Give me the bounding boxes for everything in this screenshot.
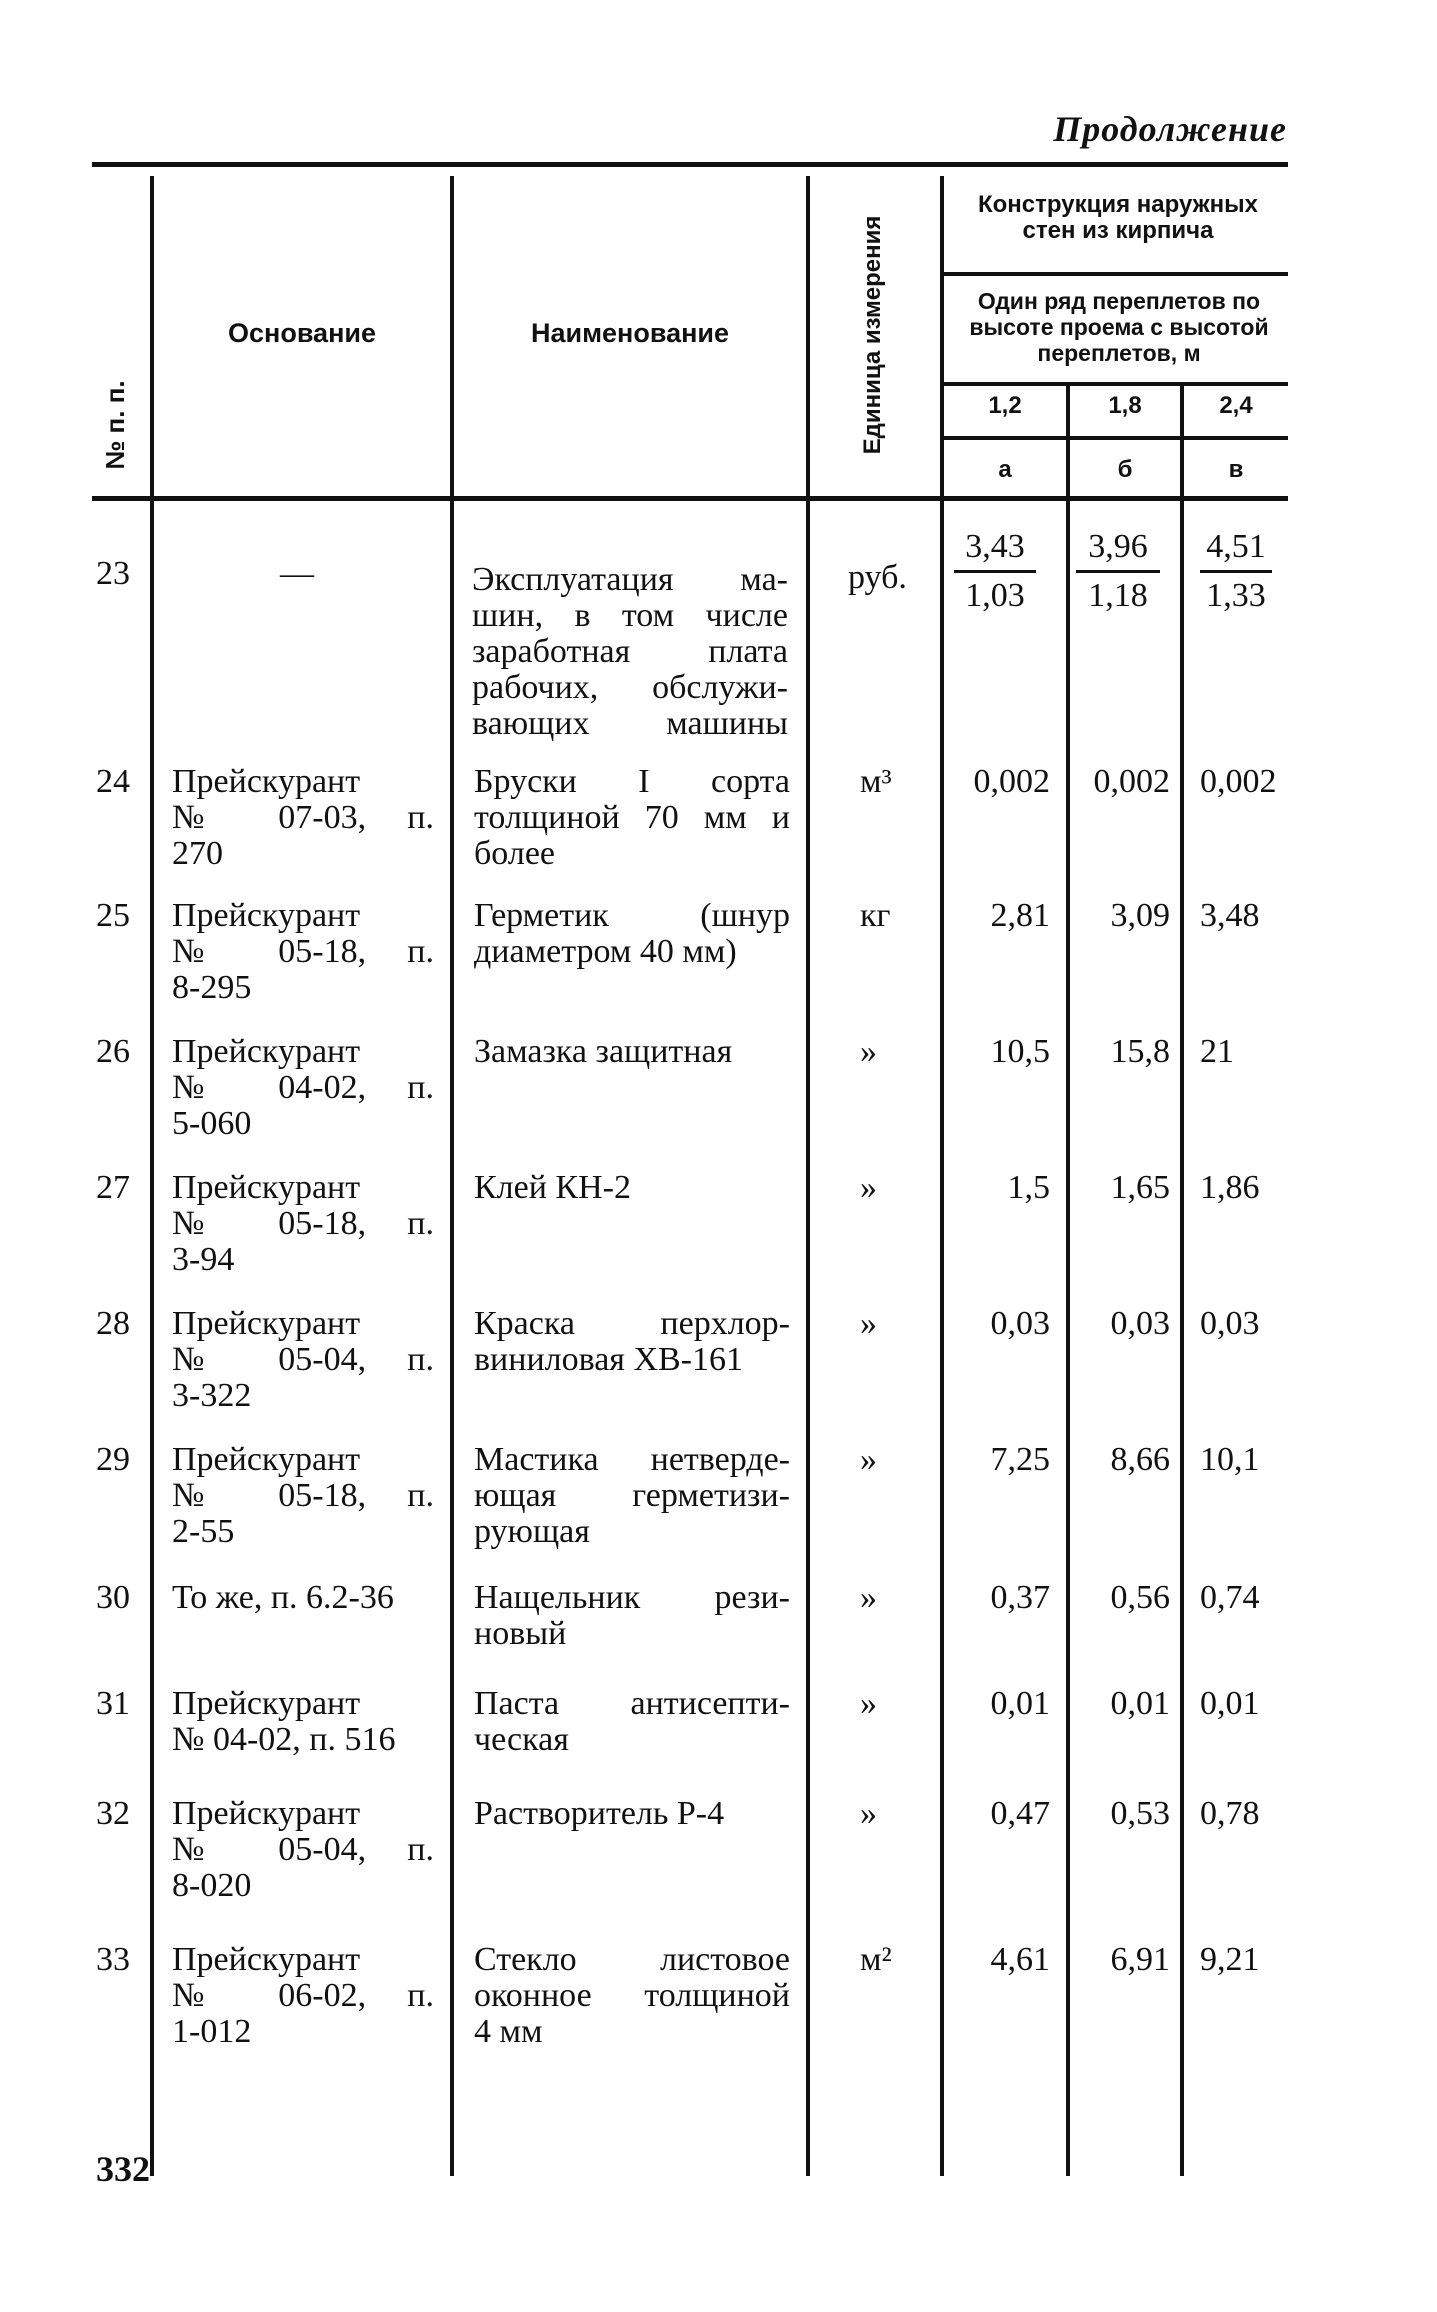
value-a: 1,5	[1007, 1169, 1050, 1206]
value-b: 1,65	[1110, 1169, 1170, 1206]
top-rule	[92, 162, 1288, 167]
row-unit: »	[860, 1033, 877, 1070]
row-number: 23	[96, 555, 130, 592]
header-name: Наименование	[530, 317, 730, 348]
value-b: 0,002	[1093, 763, 1170, 800]
row-name: Клей КН-2	[474, 1169, 631, 1206]
row-unit: кг	[860, 897, 891, 934]
row-unit: »	[860, 1441, 877, 1478]
header-sash-group: Один ряд переплетов по высоте проема с высотой переплетов, м	[969, 288, 1269, 366]
value-b: 0,56	[1110, 1579, 1170, 1616]
row-number: 30	[96, 1579, 130, 1616]
row-name: Растворитель Р-4	[474, 1795, 725, 1832]
value-fraction-a: 3,43 1,03	[950, 528, 1040, 615]
value-b: 3,09	[1110, 897, 1170, 934]
row-number: 24	[96, 763, 130, 800]
row-name: Стекло листовое оконное толщиной 4 мм	[474, 1941, 790, 2050]
row-basis: Прейскурант № 04-02, п. 5-060	[172, 1033, 434, 1142]
row-name: Бруски I сорта толщиной 70 мм и более	[474, 763, 790, 872]
group-rule	[944, 272, 1288, 276]
page-number: 332	[96, 2149, 150, 2189]
row-basis: Прейскурант № 05-18, п. 8-295	[172, 897, 434, 1006]
value-c: 10,1	[1200, 1441, 1260, 1478]
header-letter-c: в	[1228, 456, 1244, 483]
col-divider-6	[1180, 386, 1184, 2176]
row-number: 28	[96, 1305, 130, 1342]
row-number: 31	[96, 1685, 130, 1722]
row-unit: »	[860, 1579, 877, 1616]
header-basis: Основание	[228, 317, 376, 348]
row-basis: Прейскурант № 05-04, п. 3-322	[172, 1305, 434, 1414]
row-basis: Прейскурант № 05-04, п. 8-020	[172, 1795, 434, 1904]
continuation-label: Продолжение	[1053, 109, 1287, 149]
value-c: 0,01	[1200, 1685, 1260, 1722]
value-a: 0,002	[973, 763, 1050, 800]
row-basis: —	[280, 555, 314, 592]
value-b: 0,53	[1110, 1795, 1170, 1832]
row-unit: »	[860, 1305, 877, 1342]
row-basis: То же, п. 6.2-36	[172, 1579, 394, 1616]
value-a: 7,25	[990, 1441, 1050, 1478]
row-unit: м³	[860, 763, 892, 800]
header-height-a: 1,2	[988, 392, 1022, 419]
subgroup-rule	[944, 382, 1288, 386]
row-name: Мастика нетверде- ющая герметизи- рующая	[474, 1441, 790, 1550]
value-a: 10,5	[990, 1033, 1050, 1070]
header-letter-a: а	[998, 456, 1012, 483]
row-name: Замазка защитная	[474, 1033, 733, 1070]
row-number: 33	[96, 1941, 130, 1978]
heights-rule	[944, 436, 1288, 440]
col-divider-5	[1066, 386, 1070, 2176]
row-basis: Прейскурант № 06-02, п. 1-012	[172, 1941, 434, 2050]
value-b: 15,8	[1110, 1033, 1170, 1070]
col-divider-3	[806, 176, 810, 2176]
value-c: 0,002	[1200, 763, 1277, 800]
value-c: 0,78	[1200, 1795, 1260, 1832]
value-c: 1,86	[1200, 1169, 1260, 1206]
header-height-c: 2,4	[1219, 392, 1253, 419]
row-basis: Прейскурант № 05-18, п. 2-55	[172, 1441, 434, 1550]
header-construction-group: Конструкция наружных стен из кирпича	[978, 191, 1258, 244]
value-b: 8,66	[1110, 1441, 1170, 1478]
value-b: 6,91	[1110, 1941, 1170, 1978]
value-a: 0,47	[990, 1795, 1050, 1832]
row-basis: Прейскурант № 04-02, п. 516	[172, 1685, 396, 1758]
row-name: Паста антисепти- ческая	[474, 1685, 790, 1758]
value-c: 21	[1200, 1033, 1234, 1070]
value-c: 0,03	[1200, 1305, 1260, 1342]
value-a: 0,01	[990, 1685, 1050, 1722]
row-unit: »	[860, 1685, 877, 1722]
row-unit: руб.	[848, 559, 907, 596]
row-unit: м²	[860, 1941, 892, 1978]
row-name: Краска перхлор- виниловая ХВ-161	[474, 1305, 790, 1378]
value-a: 0,03	[990, 1305, 1050, 1342]
row-number: 26	[96, 1033, 130, 1070]
value-fraction-b: 3,96 1,18	[1072, 528, 1164, 615]
value-fraction-c: 4,51 1,33	[1196, 528, 1276, 615]
row-number: 27	[96, 1169, 130, 1206]
value-a: 4,61	[990, 1941, 1050, 1978]
row-name: Нащельник рези- новый	[474, 1579, 790, 1652]
value-b: 0,01	[1110, 1685, 1170, 1722]
row-unit: »	[860, 1169, 877, 1206]
value-b: 0,03	[1110, 1305, 1170, 1342]
value-c: 0,74	[1200, 1579, 1260, 1616]
value-a: 2,81	[990, 897, 1050, 934]
header-letter-b: б	[1117, 456, 1133, 483]
value-a: 0,37	[990, 1579, 1050, 1616]
header-unit: Единица измерения	[859, 215, 886, 455]
row-name: Герметик (шнур диаметром 40 мм)	[474, 897, 790, 970]
row-number: 25	[96, 897, 130, 934]
header-number: № п. п.	[100, 380, 130, 470]
row-number: 32	[96, 1795, 130, 1832]
row-basis: Прейскурант № 05-18, п. 3-94	[172, 1169, 434, 1278]
row-name: Эксплуатация ма- шин, в том числе заработная плата рабочих, обслужи- вающих машины	[472, 561, 788, 742]
header-bottom-rule	[92, 496, 1288, 501]
row-basis: Прейскурант № 07-03, п. 270	[172, 763, 434, 872]
row-unit: »	[860, 1795, 877, 1832]
value-c: 9,21	[1200, 1941, 1260, 1978]
value-c: 3,48	[1200, 897, 1260, 934]
row-number: 29	[96, 1441, 130, 1478]
header-height-b: 1,8	[1108, 392, 1142, 419]
